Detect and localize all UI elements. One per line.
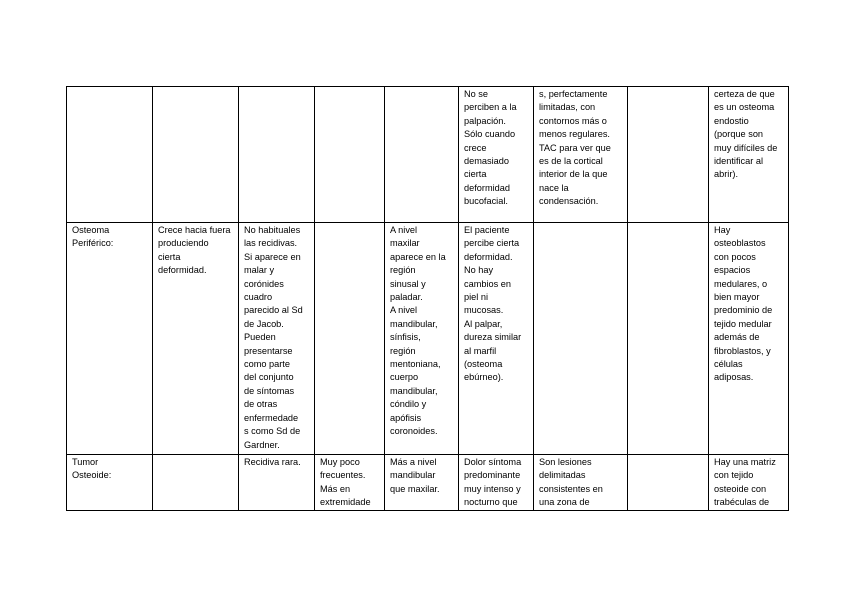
document-table — [66, 86, 789, 511]
row-header-cell: Tumor Osteoide: — [67, 455, 153, 511]
table-row — [67, 87, 789, 223]
table-cell — [628, 87, 709, 223]
table-cell — [385, 87, 459, 223]
table-cell: Crece hacia fuera produciendo cierta deformidad. — [153, 223, 239, 455]
table-cell: Recidiva rara. — [239, 455, 315, 511]
table-cell: No se perciben a la palpación. Sólo cuando crece demasiado cierta deformidad bucofacial. — [459, 87, 534, 223]
table-cell: certeza de que es un osteoma endostio (porque son muy difíciles de identificar al abrir). — [709, 87, 789, 223]
table-row — [67, 455, 789, 511]
table-cell: Muy poco frecuentes. Más en extremidade — [315, 455, 385, 511]
table-cell: A nivel maxilar aparece en la región sinusal y paladar. A nivel mandibular, sínfisis, región mentoniana, cuerpo mandibular, cóndilo y apófisis coronoides. — [385, 223, 459, 455]
table-row — [67, 223, 789, 455]
table-cell — [153, 87, 239, 223]
table-cell: Son lesiones delimitadas consistentes en una zona de — [534, 455, 628, 511]
table-cell: El paciente percibe cierta deformidad. No hay cambios en piel ni mucosas. Al palpar, dureza similar al marfil (osteoma ebúrneo). — [459, 223, 534, 455]
table-cell — [239, 87, 315, 223]
table-cell — [315, 87, 385, 223]
table-cell — [67, 87, 153, 223]
table-cell — [628, 455, 709, 511]
table-cell: Más a nivel mandibular que maxilar. — [385, 455, 459, 511]
table-cell — [534, 223, 628, 455]
table-cell: Hay osteoblastos con pocos espacios medulares, o bien mayor predominio de tejido medular además de fibroblastos, y células adiposas. — [709, 223, 789, 455]
table-cell: s, perfectamente limitadas, con contornos más o menos regulares. TAC para ver que es de la cortical interior de la que nace la condensación. — [534, 87, 628, 223]
table-cell: Dolor síntoma predominante muy intenso y nocturno que — [459, 455, 534, 511]
table-cell — [315, 223, 385, 455]
table-cell: Hay una matriz con tejido osteoide con trabéculas de — [709, 455, 789, 511]
table-cell — [628, 223, 709, 455]
table-cell: No habituales las recidivas. Si aparece en malar y corónides cuadro parecido al Sd de Jacob. Pueden presentarse como parte del conjunto de síntomas de otras enfermedade s como Sd de Gardner. — [239, 223, 315, 455]
row-header-cell: Osteoma Periférico: — [67, 223, 153, 455]
table-cell — [153, 455, 239, 511]
